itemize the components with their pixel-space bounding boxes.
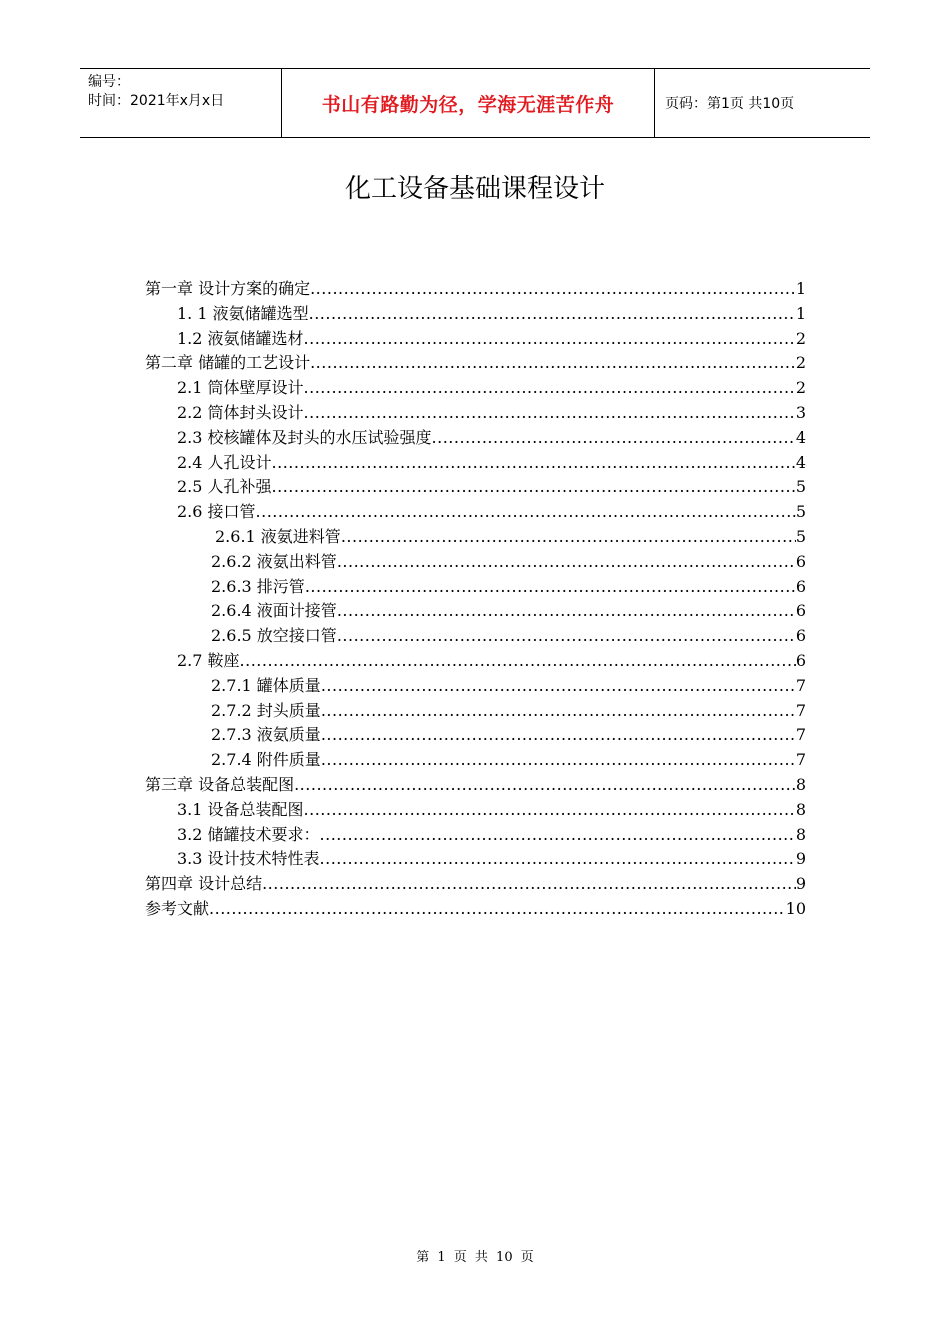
toc-dot-leader bbox=[304, 403, 796, 422]
toc-entry-label: 第四章 设计总结 bbox=[145, 874, 263, 894]
toc-entry-page-number: 6 bbox=[795, 626, 806, 646]
page-header bbox=[80, 68, 870, 138]
toc-entry[interactable] bbox=[145, 772, 806, 797]
toc-entry[interactable] bbox=[145, 549, 806, 574]
header-motto: 书山有路勤为径，学海无涯苦作舟 bbox=[321, 93, 615, 116]
toc-entry[interactable] bbox=[145, 425, 806, 450]
toc-dot-leader bbox=[320, 849, 796, 868]
toc-entry-label: 第一章 设计方案的确定 bbox=[145, 279, 311, 298]
toc-entry-label: 2.6.2 液氨出料管 bbox=[211, 551, 337, 571]
toc-entry[interactable] bbox=[145, 499, 806, 524]
toc-entry-label: 2.7 鞍座 bbox=[177, 650, 240, 670]
toc-dot-leader bbox=[321, 676, 796, 695]
toc-entry[interactable] bbox=[145, 598, 806, 623]
toc-entry-label: 2.7.1 罐体质量 bbox=[211, 675, 321, 695]
toc-entry-page-number: 5 bbox=[795, 526, 806, 546]
document-date-label: 时间：2021年x月x日 bbox=[88, 93, 225, 109]
toc-dot-leader bbox=[256, 502, 796, 521]
toc-dot-leader bbox=[321, 701, 796, 720]
document-title: 化工设备基础课程设计 bbox=[344, 174, 605, 204]
toc-dot-leader bbox=[320, 825, 796, 844]
toc-entry-page-number: 7 bbox=[795, 725, 806, 745]
toc-entry-page-number: 2 bbox=[795, 378, 806, 398]
toc-entry-label: 2.2 筒体封头设计 bbox=[177, 402, 304, 422]
toc-entry-page-number: 1 bbox=[795, 279, 806, 298]
toc-dot-leader bbox=[294, 775, 796, 794]
toc-entry-page-number: 3 bbox=[795, 402, 806, 422]
toc-dot-leader bbox=[310, 353, 796, 372]
toc-entry[interactable] bbox=[145, 400, 806, 425]
toc-entry-page-number: 2 bbox=[795, 328, 806, 348]
header-motto-cell bbox=[282, 69, 655, 137]
toc-dot-leader bbox=[209, 899, 786, 918]
toc-entry[interactable] bbox=[145, 871, 806, 896]
toc-entry[interactable] bbox=[145, 673, 806, 698]
toc-entry-label: 3.3 设计技术特性表 bbox=[177, 849, 320, 869]
toc-entry-page-number: 6 bbox=[795, 576, 806, 596]
toc-entry[interactable] bbox=[145, 896, 806, 921]
toc-entry[interactable] bbox=[145, 574, 806, 599]
toc-entry[interactable] bbox=[145, 450, 806, 475]
toc-dot-leader bbox=[337, 626, 796, 645]
toc-dot-leader bbox=[309, 304, 796, 323]
header-page-info: 页码：第1页 共10页 bbox=[665, 96, 795, 112]
toc-dot-leader bbox=[337, 552, 796, 571]
toc-dot-leader bbox=[341, 527, 796, 546]
toc-entry-page-number: 8 bbox=[795, 799, 806, 819]
toc-entry-label: 2.5 人孔补强 bbox=[177, 477, 272, 497]
toc-dot-leader bbox=[304, 378, 796, 397]
toc-entry[interactable] bbox=[145, 350, 806, 375]
toc-entry[interactable] bbox=[145, 276, 806, 301]
toc-entry-label: 2.6.5 放空接口管 bbox=[211, 626, 337, 646]
toc-entry-label: 第三章 设备总装配图 bbox=[145, 774, 295, 794]
toc-entry-page-number: 6 bbox=[795, 650, 806, 670]
toc-entry-page-number: 4 bbox=[795, 427, 806, 447]
toc-entry-page-number: 5 bbox=[795, 502, 806, 522]
toc-dot-leader bbox=[240, 651, 796, 670]
toc-entry-page-number: 7 bbox=[795, 675, 806, 695]
toc-entry[interactable] bbox=[145, 474, 806, 499]
toc-entry[interactable] bbox=[145, 822, 806, 847]
toc-entry-label: 第二章 储罐的工艺设计 bbox=[145, 353, 311, 373]
toc-entry[interactable] bbox=[145, 648, 806, 673]
toc-entry-page-number: 7 bbox=[795, 750, 806, 770]
header-meta-cell bbox=[80, 69, 282, 137]
toc-dot-leader bbox=[304, 329, 796, 348]
toc-entry-page-number: 8 bbox=[795, 774, 806, 794]
toc-entry-page-number: 7 bbox=[795, 700, 806, 720]
toc-entry-page-number: 4 bbox=[795, 452, 806, 472]
toc-entry-page-number: 6 bbox=[795, 601, 806, 621]
toc-entry-page-number: 5 bbox=[795, 477, 806, 497]
table-of-contents bbox=[145, 276, 806, 921]
toc-entry-page-number: 10 bbox=[785, 898, 806, 918]
toc-dot-leader bbox=[321, 750, 796, 769]
toc-dot-leader bbox=[304, 800, 796, 819]
toc-entry-page-number: 9 bbox=[795, 849, 806, 869]
toc-entry-page-number: 1 bbox=[795, 303, 806, 323]
toc-entry-label: 2.4 人孔设计 bbox=[177, 452, 272, 472]
toc-entry-page-number: 6 bbox=[795, 551, 806, 571]
toc-entry-label: 3.1 设备总装配图 bbox=[177, 799, 304, 819]
toc-entry-label: 参考文献 bbox=[145, 898, 210, 918]
page-footer: 第 1 页 共 10 页 bbox=[416, 1250, 534, 1265]
toc-entry-page-number: 8 bbox=[795, 824, 806, 844]
toc-dot-leader bbox=[272, 477, 796, 496]
toc-entry[interactable] bbox=[145, 524, 806, 549]
toc-entry-label: 2.6.1 液氨进料管 bbox=[215, 526, 341, 546]
toc-entry-label: 2.6.4 液面计接管 bbox=[211, 601, 337, 621]
toc-dot-leader bbox=[432, 428, 796, 447]
toc-entry[interactable] bbox=[145, 326, 806, 351]
toc-entry[interactable] bbox=[145, 747, 806, 772]
toc-entry-label: 2.3 校核罐体及封头的水压试验强度 bbox=[177, 427, 432, 447]
document-number-label: 编号： bbox=[88, 74, 130, 90]
toc-entry[interactable] bbox=[145, 301, 806, 326]
toc-entry[interactable] bbox=[145, 797, 806, 822]
toc-dot-leader bbox=[337, 601, 796, 620]
toc-entry[interactable] bbox=[145, 698, 806, 723]
toc-entry[interactable] bbox=[145, 375, 806, 400]
toc-dot-leader bbox=[310, 279, 796, 298]
toc-entry-page-number: 9 bbox=[795, 874, 806, 894]
toc-entry-label: 2.7.2 封头质量 bbox=[211, 700, 321, 720]
toc-dot-leader bbox=[305, 577, 796, 596]
toc-entry[interactable] bbox=[145, 846, 806, 871]
toc-entry-label: 2.7.4 附件质量 bbox=[211, 750, 321, 770]
toc-dot-leader bbox=[272, 453, 796, 472]
toc-entry-label: 2.1 筒体壁厚设计 bbox=[177, 378, 304, 398]
toc-entry[interactable] bbox=[145, 722, 806, 747]
toc-entry-label: 2.6 接口管 bbox=[177, 502, 256, 522]
toc-dot-leader bbox=[262, 874, 796, 893]
toc-entry-label: 2.6.3 排污管 bbox=[211, 576, 305, 596]
toc-entry-label: 3.2 储罐技术要求： bbox=[177, 824, 320, 844]
toc-entry-label: 1.2 液氨储罐选材 bbox=[177, 328, 304, 348]
header-page-cell bbox=[655, 69, 870, 137]
toc-entry-label: 1. 1 液氨储罐选型 bbox=[177, 303, 309, 323]
toc-entry[interactable] bbox=[145, 623, 806, 648]
toc-dot-leader bbox=[321, 725, 796, 744]
toc-entry-page-number: 2 bbox=[795, 353, 806, 373]
toc-entry-label: 2.7.3 液氨质量 bbox=[211, 725, 321, 745]
